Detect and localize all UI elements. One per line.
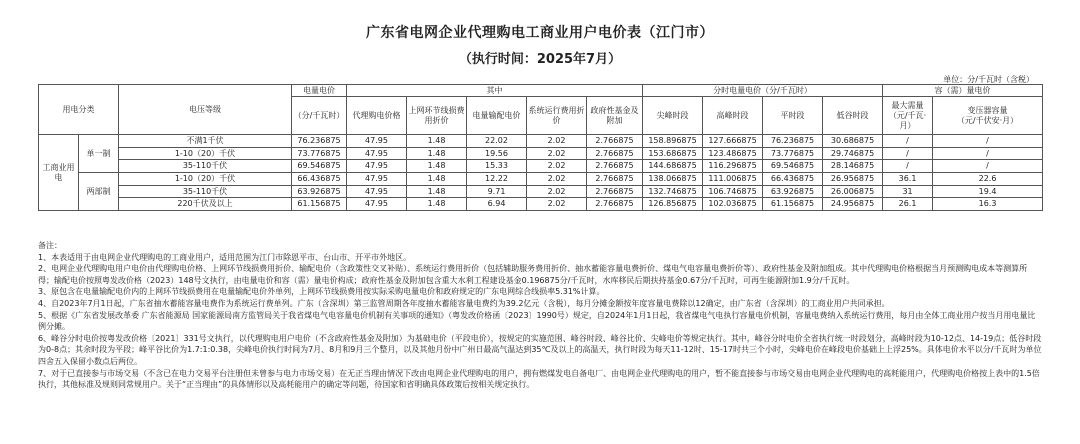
cell-fund: 2.766875 bbox=[587, 198, 643, 211]
cell-price: 61.156875 bbox=[292, 198, 347, 211]
cell-system: 2.02 bbox=[527, 198, 587, 211]
table-row bbox=[39, 185, 1043, 198]
cell-purchase: 47.95 bbox=[347, 160, 407, 173]
cell-voltage: 35-110千伏 bbox=[119, 185, 292, 198]
cell-fund: 2.766875 bbox=[587, 135, 643, 148]
table-row bbox=[39, 198, 1043, 211]
cell-fund: 2.766875 bbox=[587, 160, 643, 173]
cell-demand: / bbox=[883, 135, 933, 148]
cell-price: 76.236875 bbox=[292, 135, 347, 148]
header-max-demand-label: 最大需量 bbox=[891, 100, 924, 110]
cell-peak: 138.066875 bbox=[643, 173, 703, 186]
header-purchase: 代理购电价格 bbox=[347, 97, 407, 135]
page-subtitle: （执行时间：2025年7月） bbox=[458, 52, 622, 67]
header-voltage: 电压等级 bbox=[119, 85, 292, 135]
cell-loss: 1.48 bbox=[407, 185, 467, 198]
cell-price: 66.436875 bbox=[292, 173, 347, 186]
header-transmission: 电量输配电价 bbox=[467, 97, 527, 135]
cell-purchase: 47.95 bbox=[347, 135, 407, 148]
header-category: 用电分类 bbox=[39, 85, 119, 135]
cell-fund: 2.766875 bbox=[587, 185, 643, 198]
cell-high: 102.036875 bbox=[703, 198, 763, 211]
header-among: 其中 bbox=[347, 85, 643, 97]
header-valley: 低谷时段 bbox=[823, 97, 883, 135]
cell-transformer: 22.6 bbox=[933, 173, 1043, 186]
cell-valley: 28.146875 bbox=[823, 160, 883, 173]
cell-voltage: 不满1千伏 bbox=[119, 135, 292, 148]
cell-loss: 1.48 bbox=[407, 160, 467, 173]
header-transformer-unit: （元/千伏安·月） bbox=[956, 115, 1019, 125]
note-item: 7、对于已直接参与市场交易（不含已在电力交易平台注册但未曾参与电力市场交易）在无正当理由情况下改由电网企业代理购电的用户，拥有燃煤发电自备电厂、由电网企业代理购电的用户，暂不能直接参与市场交易由电网企业代理购电的高耗能用户，代理购电价格按上表中的1.5倍执行，其他标准及规则同常规用户。关于“正当理由”的具体情形以及高耗能用户的确定等问题，待国家和省明确具体政策后按相关规定执行。 bbox=[38, 368, 1040, 390]
cell-transformer: / bbox=[933, 160, 1043, 173]
notes-section bbox=[38, 240, 1042, 391]
unit-note: 单位：分/千瓦时（含税） bbox=[943, 75, 1034, 84]
cell-peak: 158.896875 bbox=[643, 135, 703, 148]
page-title: 广东省电网企业代理购电工商业用户电价表（江门市） bbox=[366, 25, 714, 41]
header-price-unit: （分/千瓦时） bbox=[292, 97, 347, 135]
cell-high: 116.296875 bbox=[703, 160, 763, 173]
cell-transformer: / bbox=[933, 135, 1043, 148]
cell-flat: 73.776875 bbox=[763, 147, 823, 160]
cell-system: 2.02 bbox=[527, 135, 587, 148]
cell-price: 63.926875 bbox=[292, 185, 347, 198]
header-loss: 上网环节线损费用折价 bbox=[407, 97, 467, 135]
table-row bbox=[39, 135, 1043, 148]
note-item: 3、原包含在电量输配电价内的上网环节线损费用在电量输配电价外单列，上网环节线损费用按实际采购电量电价和政府规定的广东电网综合线损率5.31%计算。 bbox=[38, 287, 605, 297]
cell-demand: 31 bbox=[883, 185, 933, 198]
cell-price: 73.776875 bbox=[292, 147, 347, 160]
note-item: 6、峰谷分时电价按粤发改价格〔2021〕331号文执行，以代理购电用户电价（不含政府性基金及附加）为基础电价（平段电价），按规定的实施范围、峰谷时段、峰谷比价、尖峰电价等规定执行。其中，峰谷分时电价全省执行统一时段划分，高峰时段为10-12点、14-19点；低谷时段为0-8点；其余时段为平段；峰平谷比价为1.7:1:0.38，尖峰电价执行时间为7月、8月和9月三个整月，以及其他月份中广州日最高气温达到35℃及以上的高温天，执行时段为每天11-12时、15-17时共三个小时，尖峰电价在峰段电价基础上上浮25%。具体电价水平以分/千瓦时为单位四舍五入保留小数点后两位。 bbox=[38, 333, 1042, 366]
header-tou-group: 分时电量电价（分/千瓦时） bbox=[643, 85, 883, 97]
header-max-demand bbox=[883, 97, 933, 135]
cell-demand: / bbox=[883, 160, 933, 173]
cell-demand: 36.1 bbox=[883, 173, 933, 186]
cell-transmission: 9.71 bbox=[467, 185, 527, 198]
cell-valley: 26.006875 bbox=[823, 185, 883, 198]
cell-flat: 69.546875 bbox=[763, 160, 823, 173]
cell-transmission: 12.22 bbox=[467, 173, 527, 186]
cell-purchase: 47.95 bbox=[347, 173, 407, 186]
cell-voltage: 1-10（20）千伏 bbox=[119, 147, 292, 160]
cell-purchase: 47.95 bbox=[347, 185, 407, 198]
cell-loss: 1.48 bbox=[407, 135, 467, 148]
cell-peak: 144.686875 bbox=[643, 160, 703, 173]
cell-fund: 2.766875 bbox=[587, 147, 643, 160]
cell-voltage: 220千伏及以上 bbox=[119, 198, 292, 211]
header-system-cost: 系统运行费用折价 bbox=[527, 97, 587, 135]
header-flat: 平时段 bbox=[763, 97, 823, 135]
cell-transmission: 22.02 bbox=[467, 135, 527, 148]
table-row bbox=[39, 173, 1043, 186]
cell-price: 69.546875 bbox=[292, 160, 347, 173]
note-item: 2、电网企业代理购电用户电价由代理购电价格、上网环节线损费用折价、输配电价（含政策性交叉补贴）、系统运行费用折价（包括辅助服务费用折价、抽水蓄能容量电费折价、煤电气电容量电费折价等）、政府性基金及附加组成。其中代理购电价格根据当月预测购电成本等测算所得；输配电价按照粤发改价格（2023）148号文执行，由电量电价和容（需）量电价构成；政府性基金及附加包含重大水利工程建设基金0.196875分/千瓦时，水库移民后期扶持基金0.67分/千瓦时，可再生能源附加1.9分/千瓦时。 bbox=[38, 264, 1028, 285]
header-price-group: 电量电价 bbox=[292, 85, 347, 97]
group-dual: 两部制 bbox=[79, 173, 119, 211]
notes-heading: 备注： bbox=[38, 241, 62, 250]
cell-valley: 30.686875 bbox=[823, 135, 883, 148]
cell-system: 2.02 bbox=[527, 185, 587, 198]
cell-loss: 1.48 bbox=[407, 147, 467, 160]
header-fund: 政府性基金及附加 bbox=[587, 97, 643, 135]
note-item: 5、根据《广东省发展改革委 广东省能源局 国家能源局南方监管局关于我省煤电气电容量电价机制有关事项的通知》（粤发改价格函〔2023〕1990号）规定，自2024年1月1日起，我省煤电气电执行容量电价机制，容量电费纳入系统运行费用，每月由全体工商业用户按当月用电量比例分摊。 bbox=[38, 310, 1036, 332]
cell-purchase: 47.95 bbox=[347, 147, 407, 160]
category-main: 工商业用电 bbox=[39, 135, 79, 211]
note-item: 4、自2023年7月1日起，广东省抽水蓄能容量电费作为系统运行费单列。广东（含深圳）第三监管周期各年度抽水蓄能容量电费约为39.2亿元（含税），每月分摊金额按年度容量电费除以12确定，由广东省（含深圳）的工商业用户共同承担。 bbox=[38, 298, 890, 308]
cell-transmission: 6.94 bbox=[467, 198, 527, 211]
cell-system: 2.02 bbox=[527, 147, 587, 160]
cell-high: 123.486875 bbox=[703, 147, 763, 160]
cell-demand: / bbox=[883, 147, 933, 160]
cell-flat: 63.926875 bbox=[763, 185, 823, 198]
cell-high: 111.006875 bbox=[703, 173, 763, 186]
cell-valley: 26.956875 bbox=[823, 173, 883, 186]
cell-voltage: 1-10（20）千伏 bbox=[119, 173, 292, 186]
cell-peak: 126.856875 bbox=[643, 198, 703, 211]
header-transformer bbox=[933, 97, 1043, 135]
cell-transformer: 19.4 bbox=[933, 185, 1043, 198]
cell-transmission: 19.56 bbox=[467, 147, 527, 160]
cell-fund: 2.766875 bbox=[587, 173, 643, 186]
cell-transformer: / bbox=[933, 147, 1043, 160]
cell-transmission: 15.33 bbox=[467, 160, 527, 173]
cell-transformer: 16.3 bbox=[933, 198, 1043, 211]
cell-loss: 1.48 bbox=[407, 198, 467, 211]
header-transformer-label: 变压器容量 bbox=[967, 105, 1008, 115]
cell-purchase: 47.95 bbox=[347, 198, 407, 211]
cell-flat: 66.436875 bbox=[763, 173, 823, 186]
cell-high: 127.666875 bbox=[703, 135, 763, 148]
cell-loss: 1.48 bbox=[407, 173, 467, 186]
cell-flat: 61.156875 bbox=[763, 198, 823, 211]
header-peak: 尖峰时段 bbox=[643, 97, 703, 135]
header-max-demand-unit: （元/千瓦·月） bbox=[888, 110, 927, 130]
cell-valley: 29.746875 bbox=[823, 147, 883, 160]
price-table bbox=[38, 84, 1043, 211]
group-single: 单一制 bbox=[79, 135, 119, 173]
cell-valley: 24.956875 bbox=[823, 198, 883, 211]
cell-demand: 26.1 bbox=[883, 198, 933, 211]
header-high: 高峰时段 bbox=[703, 97, 763, 135]
cell-flat: 76.236875 bbox=[763, 135, 823, 148]
cell-voltage: 35-110千伏 bbox=[119, 160, 292, 173]
cell-high: 106.746875 bbox=[703, 185, 763, 198]
cell-system: 2.02 bbox=[527, 160, 587, 173]
cell-peak: 132.746875 bbox=[643, 185, 703, 198]
note-item: 1、本表适用于由电网企业代理购电的工商业用户，适用范围为江门市除恩平市、台山市、开平市外地区。 bbox=[38, 252, 412, 262]
table-row bbox=[39, 160, 1043, 173]
cell-peak: 153.686875 bbox=[643, 147, 703, 160]
cell-system: 2.02 bbox=[527, 173, 587, 186]
table-row bbox=[39, 147, 1043, 160]
header-capacity-group: 容（需）量电价 bbox=[883, 85, 1043, 97]
